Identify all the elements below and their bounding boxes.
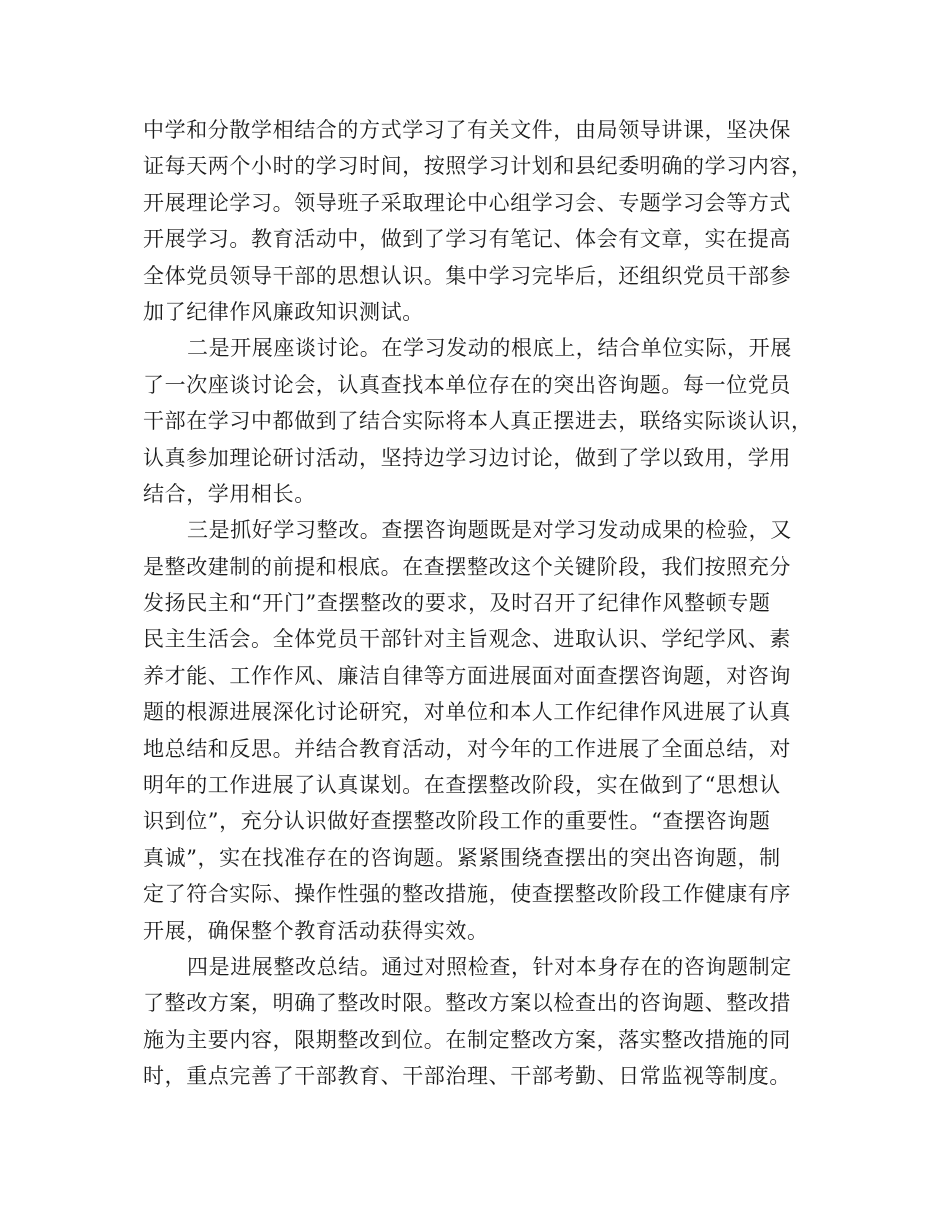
text-line: 题的根源进展深化讨论研究，对单位和本人工作纪律作风进展了认真: [143, 700, 791, 725]
text-line: 结合，学用相长。: [143, 481, 316, 506]
text-line: 认真参加理论研讨活动，坚持边学习边讨论，做到了学以致用，学用: [143, 445, 791, 470]
text-line: 开展学习。教育活动中，做到了学习有笔记、体会有文章，实在提高: [143, 227, 791, 252]
text-line: 了整改方案，明确了整改时限。整改方案以检查出的咨询题、整改措: [143, 991, 791, 1016]
text-line: 定了符合实际、操作性强的整改措施，使查摆整改阶段工作健康有序: [143, 882, 791, 907]
text-line: 中学和分散学相结合的方式学习了有关文件，由局领导讲课，坚决保: [143, 118, 791, 142]
text-line: 二是开展座谈讨论。在学习发动的根底上，结合单位实际，开展: [187, 336, 792, 361]
text-line: 真诚”，实在找准存在的咨询题。紧紧围绕查摆出的突出咨询题，制: [143, 845, 781, 870]
text-line: 地总结和反思。并结合教育活动，对今年的工作进展了全面总结，对: [143, 736, 791, 761]
text-line: 开展，确保整个教育活动获得实效。: [143, 918, 489, 943]
text-line: 了一次座谈讨论会，认真查找本单位存在的突出咨询题。每一位党员: [143, 372, 791, 397]
text-line: 全体党员领导干部的思想认识。集中学习完毕后，还组织党员干部参: [143, 263, 791, 288]
text-line: 民主生活会。全体党员干部针对主旨观念、进取认识、学纪学风、素: [143, 627, 791, 652]
text-line: 开展理论学习。领导班子采取理论中心组学习会、专题学习会等方式: [143, 190, 791, 215]
text-line: 加了纪律作风廉政知识测试。: [143, 299, 424, 324]
text-line: 明年的工作进展了认真谋划。在查摆整改阶段，实在做到了“思想认: [143, 773, 781, 798]
text-line: 干部在学习中都做到了结合实际将本人真正摆进去，联络实际谈认识，: [143, 409, 813, 434]
document-body: [143, 112, 823, 1095]
text-line: 发扬民主和“开门”查摆整改的要求，及时召开了纪律作风整顿专题: [143, 591, 771, 616]
paragraph-4: [143, 949, 823, 1095]
text-line: 三是抓好学习整改。查摆咨询题既是对学习发动成果的检验，又: [187, 518, 792, 543]
paragraph-2: [143, 330, 823, 512]
paragraph-3: [143, 512, 823, 949]
text-line: 证每天两个小时的学习时间，按照学习计划和县纪委明确的学习内容，: [143, 154, 813, 179]
text-line: 养才能、工作作风、廉洁自律等方面进展面对面查摆咨询题，对咨询: [143, 663, 791, 688]
text-line: 是整改建制的前提和根底。在查摆整改这个关键阶段，我们按照充分: [143, 554, 791, 579]
text-line: 四是进展整改总结。通过对照检查，针对本身存在的咨询题制定: [187, 954, 792, 979]
paragraph-1: [143, 112, 823, 330]
text-line: 时，重点完善了干部教育、干部治理、干部考勤、日常监视等制度。: [143, 1064, 791, 1089]
text-line: 施为主要内容，限期整改到位。在制定整改方案，落实整改措施的同: [143, 1027, 791, 1052]
text-line: 识到位”，充分认识做好查摆整改阶段工作的重要性。“查摆咨询题: [143, 809, 771, 834]
